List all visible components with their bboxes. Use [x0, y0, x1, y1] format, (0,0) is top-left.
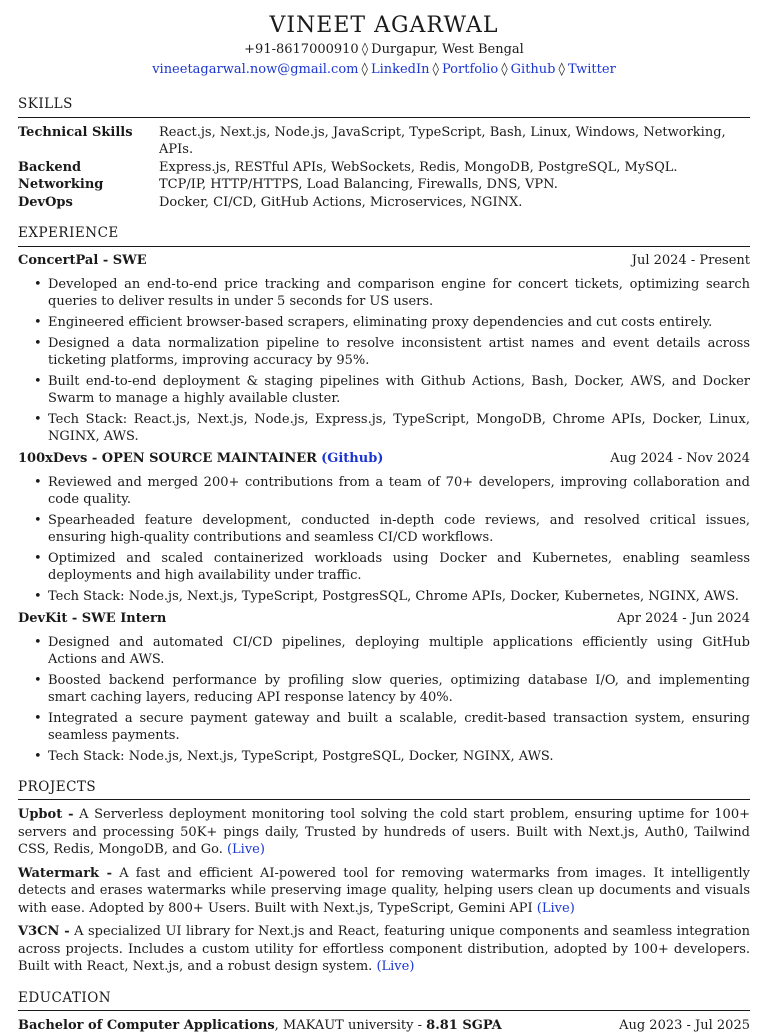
job-title: ConcertPal - SWE: [18, 252, 147, 268]
skills-table: [18, 124, 750, 212]
contact-line-links: [18, 60, 750, 80]
degree: Bachelor of Computer Applications: [18, 1018, 275, 1033]
list-item: • Optimized and scaled containerized workloads using Docker and Kubernetes, enabling seamless deployments and high availability under traffic.: [18, 550, 750, 584]
job-date: Aug 2024 - Nov 2024: [610, 450, 750, 466]
job-header-100xdevs: [18, 450, 750, 468]
education-row: [18, 1017, 750, 1035]
list-item: • Tech Stack: React.js, Next.js, Node.js, Express.js, TypeScript, MongoDB, Chrome APIs, Docker, Linux, NGINX, AWS.: [18, 411, 750, 445]
candidate-name: VINEET AGARWAL: [269, 13, 499, 38]
project-title: V3CN -: [18, 924, 70, 939]
section-title-experience: EXPERIENCE: [18, 225, 750, 247]
job-title: DevKit - SWE Intern: [18, 610, 167, 626]
job-date: Jul 2024 - Present: [631, 252, 750, 268]
live-link[interactable]: (Live): [536, 900, 575, 916]
project-item: [18, 806, 750, 859]
section-title-skills: SKILLS: [18, 96, 750, 118]
education-date: Aug 2023 - Jul 2025: [619, 1018, 750, 1033]
github-link[interactable]: Github: [510, 62, 556, 77]
skill-row: [18, 124, 750, 159]
separator-diamond: ◊: [432, 62, 439, 77]
school: , MAKAUT university -: [274, 1018, 427, 1033]
list-item: • Tech Stack: Node.js, Next.js, TypeScript, PostgreSQL, Docker, NGINX, AWS.: [18, 748, 750, 765]
project-description: A Serverless deployment monitoring tool solving the cold start problem, ensuring uptime for 100+ servers and processing 50K+ pings daily, Trusted by hundreds of users. Built with Next.js, Auth0, Tailwind CSS, Redis, MongoDB, and Go.: [18, 807, 750, 857]
skill-values: TCP/IP, HTTP/HTTPS, Load Balancing, Firewalls, DNS, VPN.: [159, 177, 558, 192]
separator-diamond: ◊: [361, 62, 368, 77]
list-item: • Boosted backend performance by profiling slow queries, optimizing database I/O, and implementing smart caching layers, reducing API response latency by 40%.: [18, 672, 750, 706]
list-item: • Designed and automated CI/CD pipelines, deploying multiple applications efficiently using GitHub Actions and AWS.: [18, 634, 750, 668]
portfolio-link[interactable]: Portfolio: [441, 62, 499, 77]
section-title-education: EDUCATION: [18, 990, 750, 1012]
project-item: [18, 923, 750, 976]
grade: 8.81 SGPA: [426, 1018, 502, 1033]
twitter-link[interactable]: Twitter: [567, 62, 616, 77]
skill-row: [18, 194, 750, 212]
section-title-projects: PROJECTS: [18, 779, 750, 801]
project-title: Watermark -: [18, 865, 113, 881]
job-header-concertpal: [18, 252, 750, 270]
list-item: • Tech Stack: Node.js, Next.js, TypeScript, PostgresSQL, Chrome APIs, Docker, Kubernetes, NGINX, AWS.: [18, 588, 750, 605]
skill-values: Express.js, RESTful APIs, WebSockets, Redis, MongoDB, PostgreSQL, MySQL.: [159, 159, 678, 175]
live-link[interactable]: (Live): [226, 842, 265, 857]
list-item: • Built end-to-end deployment & staging pipelines with Github Actions, Bash, Docker, AWS, and Docker Swarm to manage a highly available cluster.: [18, 373, 750, 407]
skill-values: React.js, Next.js, Node.js, JavaScript, TypeScript, Bash, Linux, Windows, Networking, APIs.: [159, 124, 726, 157]
job-bullets: [18, 474, 750, 605]
list-item: • Spearheaded feature development, conducted in-depth code reviews, and resolved critical issues, ensuring high-quality contributions and seamless CI/CD workflows.: [18, 512, 750, 546]
skill-category: Networking: [18, 177, 104, 192]
skill-row: [18, 176, 750, 194]
location: Durgapur, West Bengal: [371, 42, 524, 57]
job-bullets: [18, 634, 750, 765]
skill-category: Technical Skills: [18, 124, 133, 140]
list-item: • Engineered efficient browser-based scrapers, eliminating proxy dependencies and cut costs entirely.: [18, 314, 750, 331]
project-title: Upbot -: [18, 807, 74, 822]
skill-category: Backend: [18, 159, 82, 175]
list-item: • Developed an end-to-end price tracking and comparison engine for concert tickets, optimizing search queries to deliver results in under 5 seconds for US users.: [18, 276, 750, 310]
job-date: Apr 2024 - Jun 2024: [617, 610, 750, 626]
email-link[interactable]: vineetagarwal.now@gmail.com: [152, 62, 359, 77]
list-item: • Reviewed and merged 200+ contributions from a team of 70+ developers, improving collaboration and code quality.: [18, 474, 750, 508]
list-item: • Integrated a secure payment gateway and built a scalable, credit-based transaction system, ensuring seamless payments.: [18, 710, 750, 744]
project-description: A fast and efficient AI-powered tool for removing watermarks from images. It intelligently detects and erases watermarks while preserving image quality, helping users clean up documents and visuals with ease. Adopted by 800+ Users. Built with Next.js, TypeScript, Gemini API: [18, 865, 750, 916]
phone-number: +91-8617000910: [244, 42, 359, 57]
skill-row: [18, 159, 750, 177]
contact-line-primary: [18, 40, 750, 60]
project-item: [18, 865, 750, 918]
project-description: A specialized UI library for Next.js and React, featuring unique components and seamless integration across projects. Includes a custom utility for effortless component distribution, adopted by 100+ developers. Built with React, Next.js, and a robust design system.: [18, 924, 750, 974]
github-project-link[interactable]: (Github): [321, 450, 384, 466]
skill-values: Docker, CI/CD, GitHub Actions, Microservices, NGINX.: [159, 194, 523, 210]
list-item: • Designed a data normalization pipeline to resolve inconsistent artist names and event details across ticketing platforms, improving accuracy by 95%.: [18, 335, 750, 369]
skill-category: DevOps: [18, 194, 73, 210]
job-header-devkit: [18, 610, 750, 628]
job-title: 100xDevs - OPEN SOURCE MAINTAINER: [18, 450, 317, 466]
separator-diamond: ◊: [361, 42, 369, 57]
live-link[interactable]: (Live): [376, 959, 415, 974]
separator-diamond: ◊: [501, 62, 508, 77]
job-bullets: [18, 276, 750, 445]
linkedin-link[interactable]: LinkedIn: [370, 62, 430, 77]
separator-diamond: ◊: [558, 62, 565, 77]
